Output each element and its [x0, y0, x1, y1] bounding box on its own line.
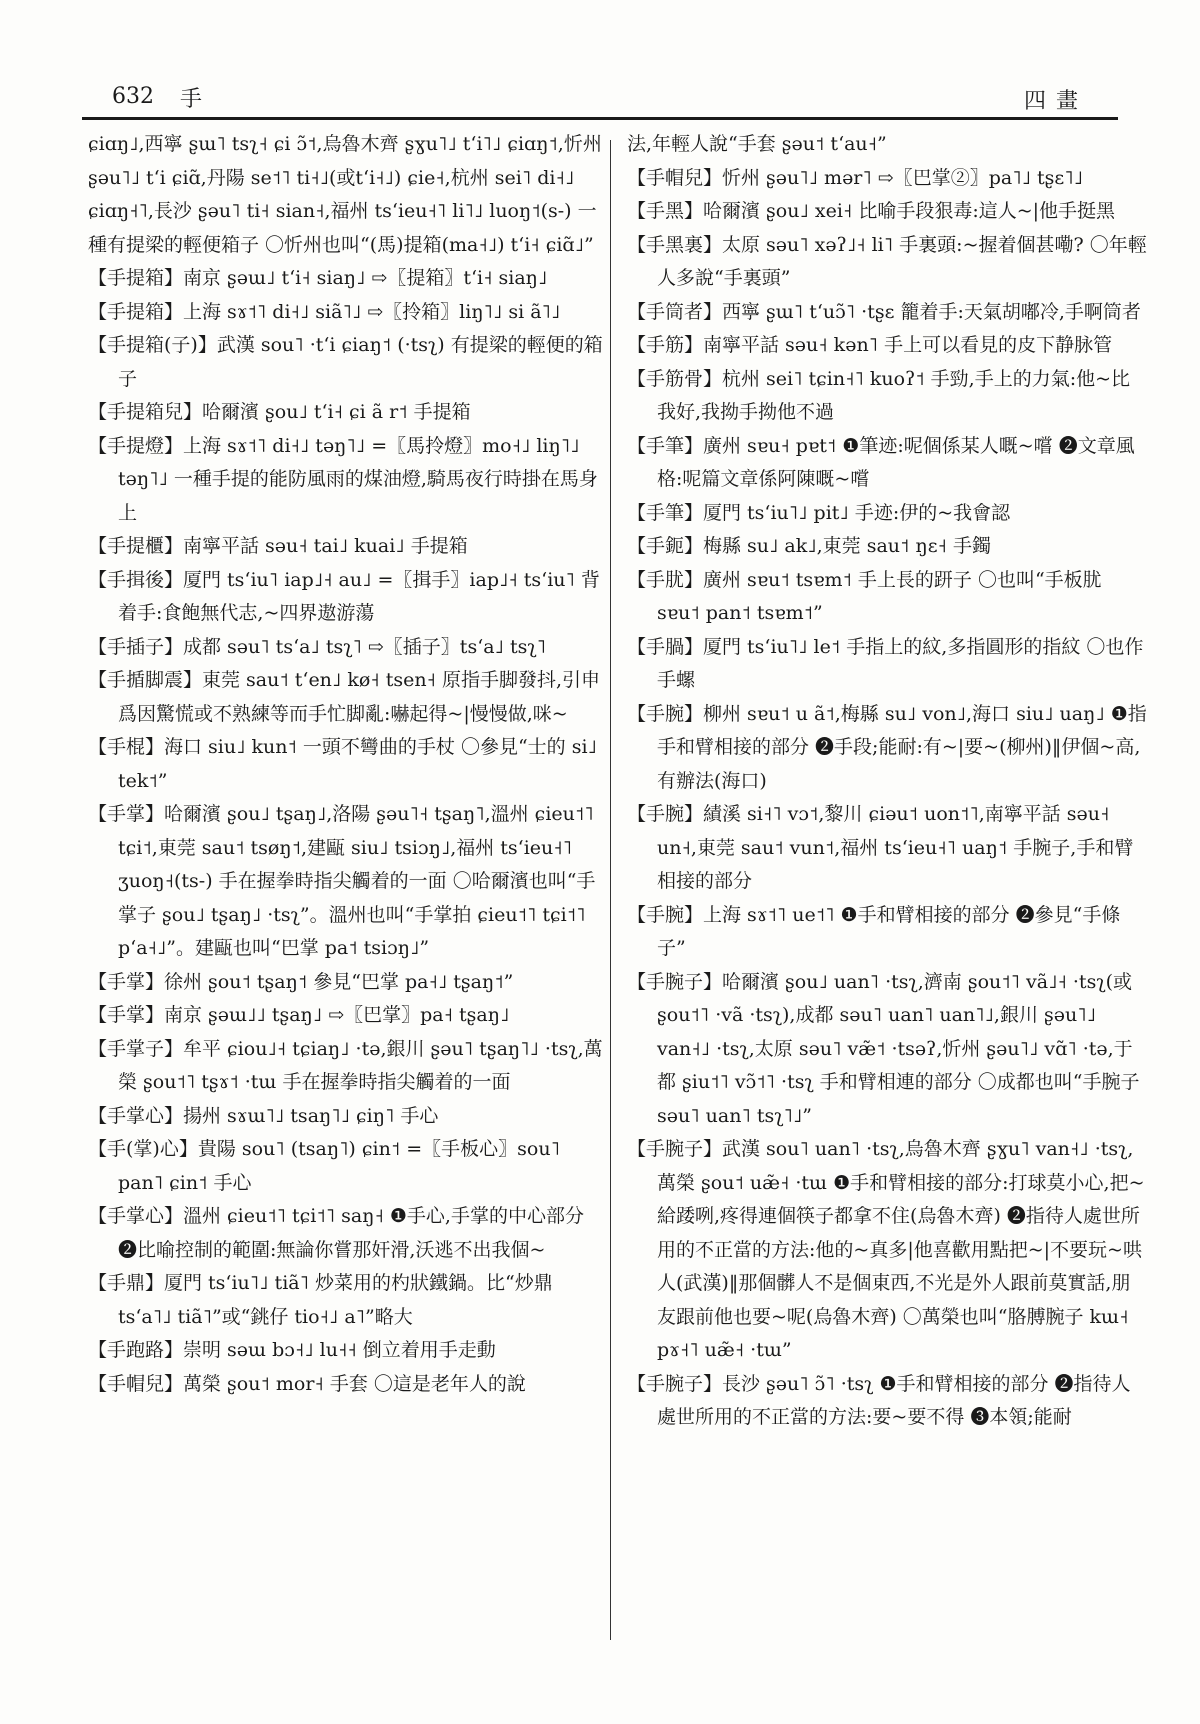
header-rule	[82, 117, 1118, 120]
dict-entry: 【手帽兒】萬榮 ʂou˦ mor˧ 手套 〇這是老年人的說	[88, 1372, 526, 1395]
dict-entry: 【手腕子】哈爾濱 ʂou˩ uan˥ ·tsʅ,濟南 ʂou˦˥ vã˩˧ ·tsʅ(或ʂou˦˥ ·vã ·tsʅ),成都 səu˥ uan˥ uan˥˩,銀川 ʂəu˥˩ van˧˩ ·tsʅ,太原 səu˥ væ̃˦ ·tsəʔ,忻州 ʂəu˥˩ vɑ̃˥ ·tə,于都 ʂiu˦˥ vɔ̃˦˥ ·tsʅ 手和臂相連的部分 〇成都也叫“手腕子 səu˥ uan˥ tsʅ˥˩”	[627, 970, 1140, 1127]
dict-entry: 【手腕】上海 sɤ˦˥ ue˦˥ ❶手和臂相接的部分 ❷參見“手條子”	[627, 903, 1121, 959]
dict-entry: 【手插子】成都 səu˥ tsʻa˩ tsʅ˥ ⇨〖插子〗tsʻa˩ tsʅ˥	[88, 635, 546, 658]
dict-entry: 【手提箱】上海 sɤ˦˥ di˧˩ siã˥˩ ⇨〖拎箱〗liŋ˥˩ si ã˥˩	[88, 300, 561, 323]
dict-entry: 【手黑】哈爾濱 ʂou˩ xei˧ 比喻手段狠毒:這人~|他手挺黑	[627, 200, 1116, 222]
dict-entry: 【手掌子】牟平 ɕiou˩˧ tɕiaŋ˩ ·tə,銀川 ʂəu˥ tʂaŋ˥˩ ·tsʅ,萬榮 ʂou˦˥ tʂɤ˦ ·tɯ 手在握拳時指尖觸着的一面	[88, 1037, 603, 1093]
running-head-char: 手	[180, 87, 203, 112]
dict-entry: 【手揖後】厦門 tsʻiu˥ iap˩˧ au˩ =〖揖手〗iap˩˧ tsʻiu˥ 背着手:食飽無代志,~四界遨游蕩	[88, 568, 600, 624]
dict-entry: 【手肬】廣州 sɐu˦ tsɐm˦ 手上長的趼子 〇也叫“手板肬 sɐu˦ pan˦ tsɐm˦”	[627, 568, 1102, 624]
dict-entry: 【手黑裏】太原 səu˥ xəʔ˩˧ li˥ 手裏頭:~握着個甚嘞? 〇年輕人多說“手裏頭”	[627, 233, 1147, 289]
page-header	[82, 78, 1118, 118]
left-column	[88, 128, 608, 1401]
dict-entry: 【手提箱】南京 ʂəɯ˩ tʻi˧ siaŋ˩ ⇨〖提箱〗tʻi˧ siaŋ˩	[88, 267, 548, 289]
dict-entry: 【手揗脚震】東莞 sau˦ tʻen˩ kø˧ tsen˧ 原指手脚發抖,引申爲因驚慌或不熟練等而手忙脚亂:嚇起得~|慢慢做,咪~	[88, 669, 601, 725]
dict-entry: 【手帽兒】忻州 ʂəu˥˩ mər˥ ⇨〖巴掌②〗pa˥˩ tʂɛ˥˩	[627, 166, 1083, 189]
dict-entry: 【手腡】厦門 tsʻiu˥˩ le˦ 手指上的紋,多指圓形的指紋 〇也作手螺	[627, 635, 1144, 691]
right-column	[627, 128, 1147, 1435]
dict-entry: 法,年輕人說“手套 ʂəu˦ tʻau˧”	[627, 133, 887, 155]
dict-entry: 【手(掌)心】貴陽 sou˥ (tsaŋ˥) ɕin˦ =〖手板心〗sou˥ pan˥ ɕin˦ 手心	[88, 1138, 560, 1194]
page-number: 632	[112, 84, 154, 109]
dict-entry: 【手棍】海口 siu˩ kun˦ 一頭不彎曲的手杖 〇參見“士的 si˩ tek˦”	[88, 736, 597, 792]
dict-entry: 【手腕子】長沙 ʂəu˥ ɔ̃˥ ·tsʅ ❶手和臂相接的部分 ❷指待人處世所用的不正當的方法:要~要不得 ❸本領;能耐	[627, 1372, 1131, 1428]
dict-entry: 【手掌心】溫州 ɕieu˦˥ tɕi˦˥ saŋ˧ ❶手心,手掌的中心部分 ❷比喻控制的範圍:無論你嘗那奸滑,沃逃不出我個~	[88, 1205, 584, 1261]
dict-entry: ɕiɑŋ˩,西寧 ʂɯ˥ tsʅ˧ ɕi ɔ̃˦,烏魯木齊 ʂɣu˥˩ tʻi˥˩ ɕiɑŋ˦,忻州 ʂəu˥˩ tʻi ɕiɑ̃,丹陽 se˦˥ ti˧˩(或tʻi˧˩) ɕie˧,杭州 sei˥ di˧˩ ɕiɑŋ˧˥,長沙 ʂəu˥ ti˧ sian˧,福州 tsʻieu˧˥ li˥˩ luoŋ˦(s-) 一種有提梁的輕便箱子 〇忻州也叫“(馬)提箱(ma˧˩) tʻi˧ ɕiɑ̃˩”	[88, 133, 602, 256]
dict-entry: 【手筒者】西寧 ʂɯ˥ tʻuɔ̃˥ ·tʂɛ 籠着手:天氣胡嘟冷,手啊筒者	[627, 300, 1141, 323]
dict-entry: 【手掌】徐州 ʂou˦ tʂaŋ˦ 參見“巴掌 pa˧˩ tʂaŋ˦”	[88, 970, 514, 993]
dict-entry: 【手掌】南京 ʂəɯ˩˩ tʂaŋ˩ ⇨〖巴掌〗pa˧ tʂaŋ˩	[88, 1004, 510, 1026]
column-divider	[610, 140, 611, 1640]
dict-entry: 【手提箱兒】哈爾濱 ʂou˩ tʻi˧ ɕi ã r˦ 手提箱	[88, 401, 471, 423]
dict-entry: 【手腕】柳州 sɐu˦ u ã˦,梅縣 su˩ von˩,海口 siu˩ uaŋ˩ ❶指手和臂相接的部分 ❷手段;能耐:有~|要~(柳州)‖伊個~高,有辦法(海口)	[627, 702, 1147, 792]
dict-entry: 【手筆】廣州 sɐu˧ pɐt˦ ❶筆迹:呢個係某人嘅~嚐 ❷文章風格:呢篇文章係阿陳嘅~嚐	[627, 434, 1135, 490]
dict-entry: 【手鼎】厦門 tsʻiu˥˩ tiã˥ 炒菜用的杓狀鐵鍋。比“炒鼎 tsʻa˥˩ tiã˥”或“銚仔 tio˧˩ a˥”略大	[88, 1272, 553, 1328]
dict-entry: 【手腕子】武漢 sou˥ uan˥ ·tsʅ,烏魯木齊 ʂɣu˥ van˧˩ ·tsʅ,萬榮 ʂou˦ uæ̃˧ ·tɯ ❶手和臂相接的部分:打球莫小心,把~給踒咧,疼得連個筷子都拿不住(烏魯木齊) ❷指待人處世所用的不正當的方法:他的~真多|他喜歡用點把~|不要玩~哄人(武漢)‖那個髒人不是個東西,不光是外人跟前莫實話,朋友跟前他也要~呢(烏魯木齊) 〇萬榮也叫“胳膊腕子 kɯ˧ pɤ˧˥ uæ̃˧ ·tɯ”	[627, 1138, 1145, 1361]
dict-entry: 【手掌】哈爾濱 ʂou˩ tʂaŋ˩,洛陽 ʂəu˥˧ tʂaŋ˥,溫州 ɕieu˦˥ tɕi˦,東莞 sau˦ tsøŋ˦,建甌 siu˩ tsiɔŋ˩,福州 tsʻieu˧˥ ʒuoŋ˧(ts-) 手在握拳時指尖觸着的一面 〇哈爾濱也叫“手掌子 ʂou˩ tʂaŋ˩ ·tsʅ”。溫州也叫“手掌拍 ɕieu˦˥ tɕi˦˥ pʻa˧˩”。建甌也叫“巴掌 pa˦ tsiɔŋ˩”	[88, 803, 596, 959]
dict-entry: 【手腕】績溪 si˧˥ vɔ˦,黎川 ɕiəu˦ uon˦˥,南寧平話 səu˧ un˧,東莞 sau˦ vun˦,福州 tsʻieu˧˥ uaŋ˦ 手腕子,手和臂相接的部分	[627, 803, 1134, 892]
dict-entry: 【手筆】厦門 tsʻiu˥˩ pit˩ 手迹:伊的~我會認	[627, 501, 1011, 524]
dict-entry: 【手提燈】上海 sɤ˦˥ di˧˩ təŋ˥˩ =〖馬拎燈〗mo˧˩ liŋ˥˩ təŋ˥˩ 一種手提的能防風雨的煤油燈,騎馬夜行時掛在馬身上	[88, 434, 598, 524]
dict-entry: 【手提櫃】南寧平話 səu˧ tai˩ kuai˩ 手提箱	[88, 535, 468, 557]
dict-entry: 【手鈪】梅縣 su˩ ak˩,東莞 sau˦ ŋɛ˧ 手鐲	[627, 535, 991, 557]
dict-entry: 【手筋】南寧平話 səu˧ kən˥ 手上可以看見的皮下静脉管	[627, 334, 1113, 356]
section-label: 四畫	[1023, 89, 1088, 114]
dict-entry: 【手跑路】崇明 səɯ bɔ˧˩ lu˧˧ 倒立着用手走動	[88, 1339, 496, 1361]
dict-entry: 【手筋骨】杭州 sei˥ tɕin˧˥ kuoʔ˦ 手勁,手上的力氣:他~比我好,我拗手拗他不過	[627, 367, 1131, 423]
dict-entry: 【手提箱(子)】武漢 sou˥ ·tʻi ɕiaŋ˦ (·tsʅ) 有提梁的輕便的箱子	[88, 334, 603, 390]
dict-entry: 【手掌心】揚州 sɤɯ˥˩ tsaŋ˥˩ ɕiŋ˥ 手心	[88, 1104, 439, 1127]
